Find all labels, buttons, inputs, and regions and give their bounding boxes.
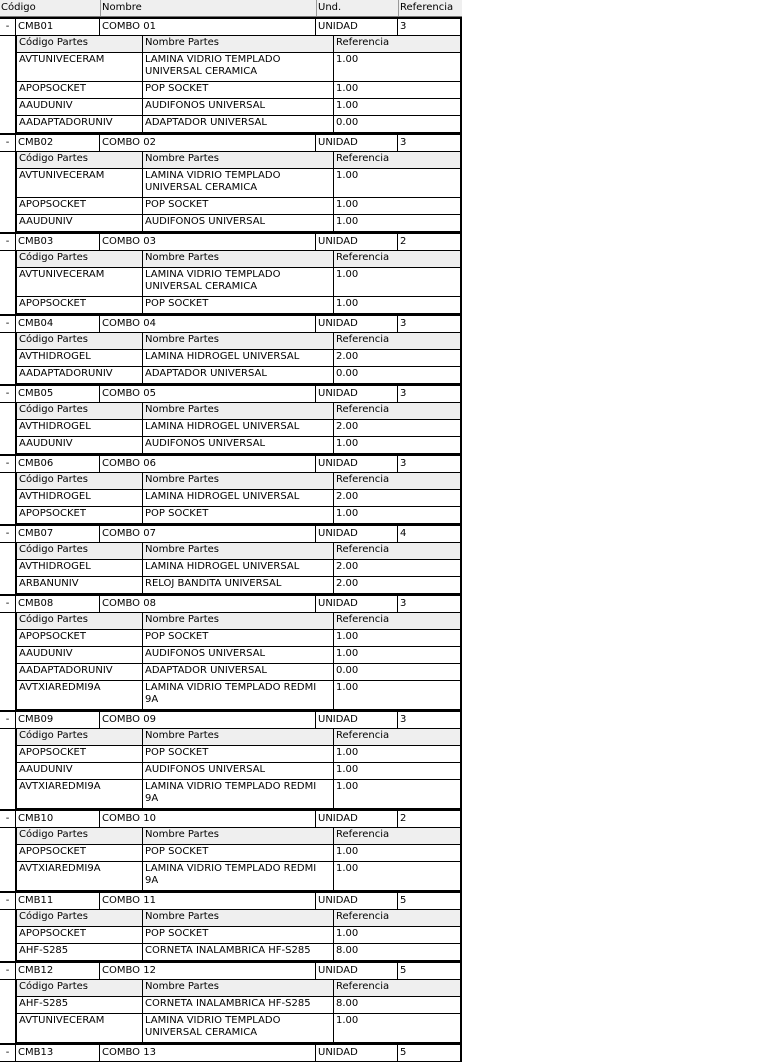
detail-header-referencia[interactable]: Referencia xyxy=(336,730,390,741)
parte-codigo: APOPSOCKET xyxy=(17,82,143,98)
parte-codigo: AHF-S285 xyxy=(17,997,143,1013)
parte-nombre: CORNETA INALAMBRICA HF-S285 xyxy=(143,997,334,1013)
parte-codigo: AVTHIDROGEL xyxy=(17,560,143,576)
expand-collapse-toggle[interactable]: - xyxy=(0,234,16,250)
combo-codigo: CMB09 xyxy=(16,712,100,728)
expand-collapse-toggle[interactable]: - xyxy=(0,135,16,151)
combo-referencia: 2 xyxy=(400,236,407,247)
combo-nombre: COMBO 10 xyxy=(100,811,316,827)
parte-nombre: POP SOCKET xyxy=(143,198,334,214)
detail-row[interactable] xyxy=(17,944,460,961)
detail-header-row xyxy=(17,729,460,746)
combo-detail-table xyxy=(15,251,462,314)
parte-referencia: 1.00 xyxy=(336,747,359,758)
detail-header-codigo[interactable]: Código Partes xyxy=(17,828,143,844)
detail-row[interactable] xyxy=(17,780,460,809)
combo-codigo: CMB11 xyxy=(16,893,100,909)
parte-referencia: 2.00 xyxy=(336,421,359,432)
detail-row[interactable] xyxy=(17,681,460,710)
expand-collapse-toggle[interactable]: - xyxy=(0,456,16,472)
parte-referencia: 0.00 xyxy=(336,665,359,676)
parte-referencia: 1.00 xyxy=(336,648,359,659)
detail-row[interactable] xyxy=(17,664,460,681)
detail-row[interactable] xyxy=(17,198,460,215)
detail-header-row xyxy=(17,473,460,490)
parte-codigo: APOPSOCKET xyxy=(17,630,143,646)
combo-und: UNIDAD xyxy=(316,963,398,979)
detail-header-row xyxy=(17,543,460,560)
parte-nombre: CORNETA INALAMBRICA HF-S285 xyxy=(143,944,334,960)
combo-codigo: CMB12 xyxy=(16,963,100,979)
parte-nombre: ADAPTADOR UNIVERSAL xyxy=(143,664,334,680)
parte-nombre: LAMINA HIDROGEL UNIVERSAL xyxy=(143,490,334,506)
expand-collapse-toggle[interactable]: - xyxy=(0,712,16,728)
combo-nombre: COMBO 06 xyxy=(100,456,316,472)
combo-detail-table xyxy=(15,333,462,384)
detail-row[interactable] xyxy=(17,116,460,133)
parte-codigo: AVTXIAREDMI9A xyxy=(17,681,143,709)
parte-codigo: APOPSOCKET xyxy=(17,746,143,762)
combo-nombre: COMBO 11 xyxy=(100,893,316,909)
expand-collapse-toggle[interactable]: - xyxy=(0,316,16,332)
parte-nombre: LAMINA VIDRIO TEMPLADO REDMI 9A xyxy=(143,681,334,709)
detail-row[interactable] xyxy=(17,169,460,198)
parte-codigo: APOPSOCKET xyxy=(17,507,143,523)
parte-nombre: POP SOCKET xyxy=(143,630,334,646)
parte-codigo: AAUDUNIV xyxy=(17,99,143,115)
combo-row[interactable] xyxy=(0,314,462,333)
combo-und: UNIDAD xyxy=(316,135,398,151)
parte-codigo: AAUDUNIV xyxy=(17,763,143,779)
header-und[interactable]: Und. xyxy=(316,0,398,16)
detail-header-nombre[interactable]: Nombre Partes xyxy=(143,980,334,996)
expand-collapse-toggle[interactable]: - xyxy=(0,596,16,612)
combo-referencia: 3 xyxy=(400,458,407,469)
parte-referencia: 1.00 xyxy=(336,764,359,775)
parte-nombre: POP SOCKET xyxy=(143,297,334,313)
combo-row[interactable] xyxy=(0,17,462,36)
combo-referencia: 5 xyxy=(400,965,407,976)
header-referencia[interactable]: Referencia xyxy=(398,0,462,16)
detail-row[interactable] xyxy=(17,215,460,232)
parte-nombre: LAMINA HIDROGEL UNIVERSAL xyxy=(143,350,334,366)
detail-row[interactable] xyxy=(17,862,460,891)
combo-und: UNIDAD xyxy=(316,456,398,472)
parte-referencia: 1.00 xyxy=(336,846,359,857)
parte-codigo: APOPSOCKET xyxy=(17,845,143,861)
detail-row[interactable] xyxy=(17,746,460,763)
parte-referencia: 0.00 xyxy=(336,117,359,128)
detail-header-nombre[interactable]: Nombre Partes xyxy=(143,910,334,926)
combo-referencia: 5 xyxy=(400,1047,407,1058)
detail-header-codigo[interactable]: Código Partes xyxy=(17,403,143,419)
detail-row[interactable] xyxy=(17,437,460,454)
detail-header-codigo[interactable]: Código Partes xyxy=(17,36,143,52)
parte-nombre: AUDIFONOS UNIVERSAL xyxy=(143,647,334,663)
parte-codigo: AVTXIAREDMI9A xyxy=(17,862,143,890)
combo-nombre: COMBO 08 xyxy=(100,596,316,612)
parte-codigo: AVTUNIVECERAM xyxy=(17,1014,143,1042)
combo-und: UNIDAD xyxy=(316,19,398,35)
combo-und: UNIDAD xyxy=(316,712,398,728)
header-codigo[interactable]: Código xyxy=(1,2,36,13)
parte-referencia: 8.00 xyxy=(336,945,359,956)
detail-header-codigo[interactable]: Código Partes xyxy=(17,613,143,629)
detail-header-row xyxy=(17,403,460,420)
parte-referencia: 1.00 xyxy=(336,298,359,309)
combo-referencia: 4 xyxy=(400,528,407,539)
parte-nombre: AUDIFONOS UNIVERSAL xyxy=(143,437,334,453)
combo-detail-table xyxy=(15,543,462,594)
parte-referencia: 1.00 xyxy=(336,83,359,94)
detail-row[interactable] xyxy=(17,53,460,82)
parte-referencia: 8.00 xyxy=(336,998,359,1009)
detail-header-row xyxy=(17,36,460,53)
parte-codigo: AADAPTADORUNIV xyxy=(17,367,143,383)
combo-nombre: COMBO 13 xyxy=(100,1045,316,1061)
parte-nombre: POP SOCKET xyxy=(143,927,334,943)
combo-codigo: CMB06 xyxy=(16,456,100,472)
combo-detail-table xyxy=(15,36,462,133)
combo-detail-table xyxy=(15,980,462,1043)
combo-codigo: CMB02 xyxy=(16,135,100,151)
header-nombre[interactable]: Nombre xyxy=(100,0,316,16)
detail-row[interactable] xyxy=(17,647,460,664)
detail-row[interactable] xyxy=(17,420,460,437)
detail-row[interactable] xyxy=(17,560,460,577)
combo-detail-table xyxy=(15,473,462,524)
combo-und: UNIDAD xyxy=(316,596,398,612)
combo-detail-table xyxy=(15,729,462,809)
detail-header-row xyxy=(17,333,460,350)
parte-nombre: LAMINA VIDRIO TEMPLADO UNIVERSAL CERAMICA xyxy=(143,53,334,81)
combo-nombre: COMBO 01 xyxy=(100,19,316,35)
parte-referencia: 1.00 xyxy=(336,863,359,874)
parte-codigo: AADAPTADORUNIV xyxy=(17,664,143,680)
detail-header-referencia[interactable]: Referencia xyxy=(336,981,390,992)
parte-nombre: AUDIFONOS UNIVERSAL xyxy=(143,215,334,231)
combo-row[interactable] xyxy=(0,1043,462,1062)
detail-header-referencia[interactable]: Referencia xyxy=(336,911,390,922)
combo-nombre: COMBO 05 xyxy=(100,386,316,402)
parte-codigo: AADAPTADORUNIV xyxy=(17,116,143,132)
combo-referencia: 3 xyxy=(400,598,407,609)
detail-header-nombre[interactable]: Nombre Partes xyxy=(143,543,334,559)
detail-header-referencia[interactable]: Referencia xyxy=(336,474,390,485)
parte-nombre: LAMINA VIDRIO TEMPLADO REDMI 9A xyxy=(143,780,334,808)
expand-collapse-toggle[interactable]: - xyxy=(0,526,16,542)
detail-row[interactable] xyxy=(17,577,460,594)
combo-nombre: COMBO 02 xyxy=(100,135,316,151)
combo-detail-table xyxy=(15,403,462,454)
parte-codigo: AHF-S285 xyxy=(17,944,143,960)
combo-nombre: COMBO 12 xyxy=(100,963,316,979)
combo-row[interactable] xyxy=(0,961,462,980)
combo-detail-table xyxy=(15,828,462,891)
expand-collapse-toggle[interactable]: - xyxy=(0,386,16,402)
detail-header-codigo[interactable]: Código Partes xyxy=(17,152,143,168)
combo-referencia: 3 xyxy=(400,318,407,329)
detail-header-referencia[interactable]: Referencia xyxy=(336,829,390,840)
parte-codigo: ARBANUNIV xyxy=(17,577,143,593)
detail-header-nombre[interactable]: Nombre Partes xyxy=(143,828,334,844)
parte-referencia: 1.00 xyxy=(336,438,359,449)
combo-row[interactable] xyxy=(0,594,462,613)
combo-row[interactable] xyxy=(0,454,462,473)
combo-und: UNIDAD xyxy=(316,811,398,827)
parte-referencia: 1.00 xyxy=(336,170,359,181)
detail-header-referencia[interactable]: Referencia xyxy=(336,153,390,164)
detail-header-codigo[interactable]: Código Partes xyxy=(17,473,143,489)
detail-header-row xyxy=(17,828,460,845)
parte-nombre: LAMINA HIDROGEL UNIVERSAL xyxy=(143,420,334,436)
parte-nombre: AUDIFONOS UNIVERSAL xyxy=(143,99,334,115)
detail-header-codigo[interactable]: Código Partes xyxy=(17,543,143,559)
combo-codigo: CMB08 xyxy=(16,596,100,612)
combo-referencia: 3 xyxy=(400,21,407,32)
detail-row[interactable] xyxy=(17,763,460,780)
expand-collapse-toggle[interactable]: - xyxy=(0,19,16,35)
combo-row[interactable] xyxy=(0,384,462,403)
parte-codigo: AVTUNIVECERAM xyxy=(17,169,143,197)
combo-row[interactable] xyxy=(0,232,462,251)
parte-nombre: POP SOCKET xyxy=(143,507,334,523)
parte-codigo: AAUDUNIV xyxy=(17,215,143,231)
parte-nombre: LAMINA VIDRIO TEMPLADO UNIVERSAL CERAMICA xyxy=(143,169,334,197)
grid-body xyxy=(0,17,462,1062)
detail-header-codigo[interactable]: Código Partes xyxy=(17,729,143,745)
parte-codigo: AAUDUNIV xyxy=(17,437,143,453)
parte-referencia: 1.00 xyxy=(336,100,359,111)
parte-nombre: LAMINA VIDRIO TEMPLADO REDMI 9A xyxy=(143,862,334,890)
detail-header-row xyxy=(17,152,460,169)
detail-header-nombre[interactable]: Nombre Partes xyxy=(143,333,334,349)
parte-referencia: 1.00 xyxy=(336,216,359,227)
combo-detail-table xyxy=(15,910,462,961)
combo-referencia: 2 xyxy=(400,813,407,824)
parte-nombre: ADAPTADOR UNIVERSAL xyxy=(143,367,334,383)
combo-und: UNIDAD xyxy=(316,893,398,909)
detail-header-referencia[interactable]: Referencia xyxy=(336,334,390,345)
parte-referencia: 0.00 xyxy=(336,368,359,379)
parte-codigo: AVTHIDROGEL xyxy=(17,420,143,436)
combo-codigo: CMB01 xyxy=(16,19,100,35)
combo-codigo: CMB10 xyxy=(16,811,100,827)
detail-row[interactable] xyxy=(17,268,460,297)
grid-header xyxy=(0,0,462,17)
detail-row[interactable] xyxy=(17,845,460,862)
expand-collapse-toggle[interactable]: - xyxy=(0,811,16,827)
detail-row[interactable] xyxy=(17,367,460,384)
parte-codigo: AVTHIDROGEL xyxy=(17,490,143,506)
detail-row[interactable] xyxy=(17,507,460,524)
combo-row[interactable] xyxy=(0,133,462,152)
parte-referencia: 1.00 xyxy=(336,682,359,693)
parte-referencia: 1.00 xyxy=(336,631,359,642)
detail-header-codigo[interactable]: Código Partes xyxy=(17,251,143,267)
parte-referencia: 1.00 xyxy=(336,928,359,939)
combo-nombre: COMBO 03 xyxy=(100,234,316,250)
combo-codigo: CMB04 xyxy=(16,316,100,332)
combo-referencia: 3 xyxy=(400,388,407,399)
combo-nombre: COMBO 04 xyxy=(100,316,316,332)
detail-header-referencia[interactable]: Referencia xyxy=(336,404,390,415)
combo-codigo: CMB05 xyxy=(16,386,100,402)
combo-referencia: 3 xyxy=(400,137,407,148)
combo-referencia: 5 xyxy=(400,895,407,906)
detail-row[interactable] xyxy=(17,997,460,1014)
detail-header-nombre[interactable]: Nombre Partes xyxy=(143,36,334,52)
parte-referencia: 2.00 xyxy=(336,578,359,589)
parte-codigo: AAUDUNIV xyxy=(17,647,143,663)
parte-nombre: ADAPTADOR UNIVERSAL xyxy=(143,116,334,132)
expand-collapse-toggle[interactable]: - xyxy=(0,963,16,979)
parte-referencia: 1.00 xyxy=(336,54,359,65)
parte-nombre: POP SOCKET xyxy=(143,746,334,762)
detail-header-referencia[interactable]: Referencia xyxy=(336,252,390,263)
detail-row[interactable] xyxy=(17,927,460,944)
combo-codigo: CMB13 xyxy=(16,1045,100,1061)
parte-referencia: 2.00 xyxy=(336,351,359,362)
detail-row[interactable] xyxy=(17,1014,460,1043)
parte-codigo: APOPSOCKET xyxy=(17,198,143,214)
detail-header-row xyxy=(17,251,460,268)
detail-header-row xyxy=(17,613,460,630)
detail-header-nombre[interactable]: Nombre Partes xyxy=(143,473,334,489)
parte-nombre: RELOJ BANDITA UNIVERSAL xyxy=(143,577,334,593)
parte-codigo: APOPSOCKET xyxy=(17,297,143,313)
combo-row[interactable] xyxy=(0,809,462,828)
combo-codigo: CMB07 xyxy=(16,526,100,542)
parte-referencia: 1.00 xyxy=(336,269,359,280)
detail-header-referencia[interactable]: Referencia xyxy=(336,614,390,625)
combo-codigo: CMB03 xyxy=(16,234,100,250)
detail-row[interactable] xyxy=(17,297,460,314)
parte-referencia: 1.00 xyxy=(336,781,359,792)
parte-nombre: POP SOCKET xyxy=(143,845,334,861)
parte-referencia: 1.00 xyxy=(336,199,359,210)
detail-header-nombre[interactable]: Nombre Partes xyxy=(143,251,334,267)
combo-nombre: COMBO 07 xyxy=(100,526,316,542)
combo-detail-table xyxy=(15,613,462,710)
parte-nombre: AUDIFONOS UNIVERSAL xyxy=(143,763,334,779)
parte-referencia: 2.00 xyxy=(336,561,359,572)
combo-row[interactable] xyxy=(0,891,462,910)
combo-row[interactable] xyxy=(0,524,462,543)
detail-header-nombre[interactable]: Nombre Partes xyxy=(143,729,334,745)
parte-referencia: 1.00 xyxy=(336,508,359,519)
detail-row[interactable] xyxy=(17,490,460,507)
parte-codigo: AVTUNIVECERAM xyxy=(17,268,143,296)
parte-referencia: 2.00 xyxy=(336,491,359,502)
detail-row[interactable] xyxy=(17,350,460,367)
detail-header-codigo[interactable]: Código Partes xyxy=(17,910,143,926)
combo-und: UNIDAD xyxy=(316,1045,398,1061)
detail-header-codigo[interactable]: Código Partes xyxy=(17,980,143,996)
parte-codigo: APOPSOCKET xyxy=(17,927,143,943)
detail-header-codigo[interactable]: Código Partes xyxy=(17,333,143,349)
parte-nombre: LAMINA VIDRIO TEMPLADO UNIVERSAL CERAMICA xyxy=(143,268,334,296)
detail-header-referencia[interactable]: Referencia xyxy=(336,544,390,555)
parte-nombre: LAMINA VIDRIO TEMPLADO UNIVERSAL CERAMICA xyxy=(143,1014,334,1042)
combo-und: UNIDAD xyxy=(316,526,398,542)
combo-und: UNIDAD xyxy=(316,386,398,402)
combo-und: UNIDAD xyxy=(316,316,398,332)
detail-header-row xyxy=(17,980,460,997)
combo-row[interactable] xyxy=(0,710,462,729)
detail-header-nombre[interactable]: Nombre Partes xyxy=(143,152,334,168)
combo-nombre: COMBO 09 xyxy=(100,712,316,728)
combo-referencia: 3 xyxy=(400,714,407,725)
detail-header-nombre[interactable]: Nombre Partes xyxy=(143,403,334,419)
parte-codigo: AVTXIAREDMI9A xyxy=(17,780,143,808)
detail-header-row xyxy=(17,910,460,927)
parte-codigo: AVTUNIVECERAM xyxy=(17,53,143,81)
detail-header-referencia[interactable]: Referencia xyxy=(336,37,390,48)
combo-und: UNIDAD xyxy=(316,234,398,250)
combo-detail-table xyxy=(15,152,462,232)
detail-header-nombre[interactable]: Nombre Partes xyxy=(143,613,334,629)
detail-row[interactable] xyxy=(17,82,460,99)
detail-row[interactable] xyxy=(17,99,460,116)
expand-collapse-toggle[interactable]: - xyxy=(0,1045,16,1061)
parte-referencia: 1.00 xyxy=(336,1015,359,1026)
detail-row[interactable] xyxy=(17,630,460,647)
parte-nombre: LAMINA HIDROGEL UNIVERSAL xyxy=(143,560,334,576)
parte-codigo: AVTHIDROGEL xyxy=(17,350,143,366)
expand-collapse-toggle[interactable]: - xyxy=(0,893,16,909)
parte-nombre: POP SOCKET xyxy=(143,82,334,98)
